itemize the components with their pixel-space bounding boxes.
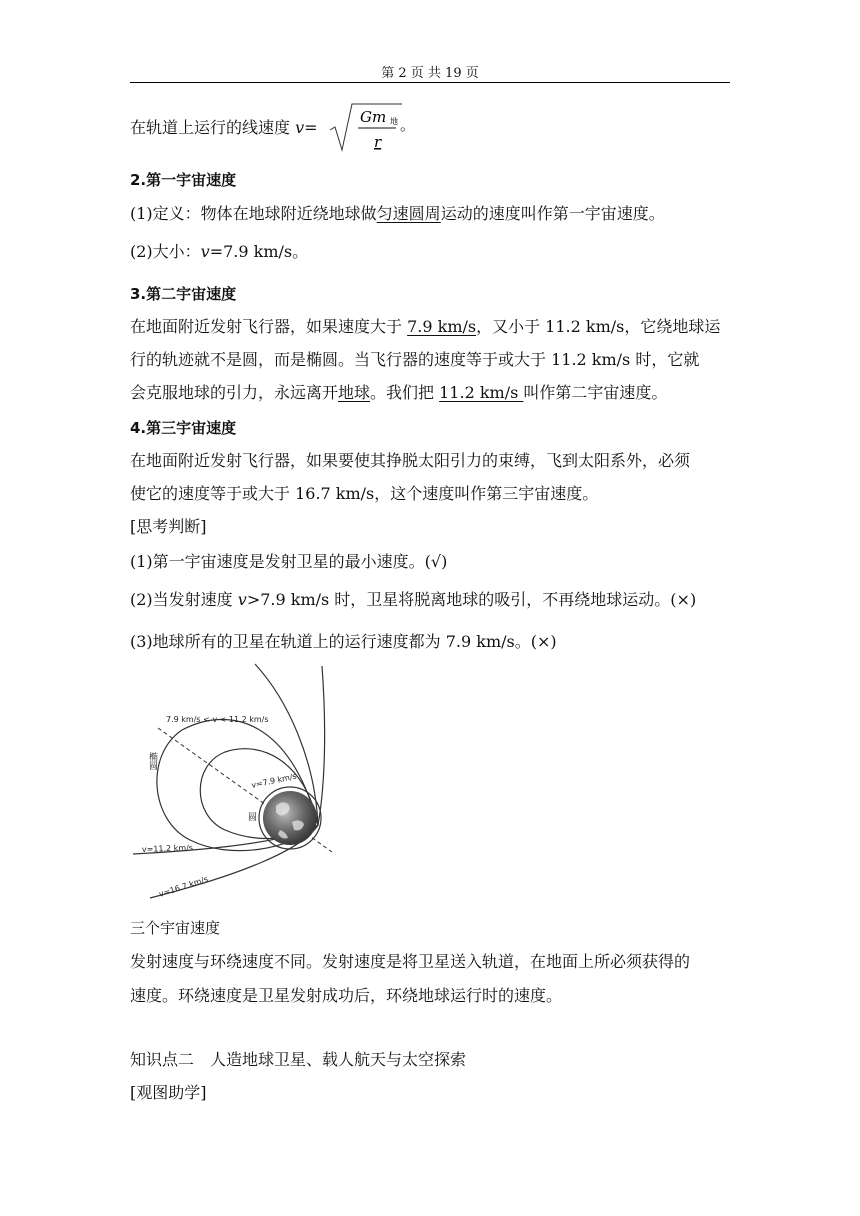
- s3-l3-c: 叫作第二宇宙速度。: [523, 383, 668, 402]
- q2-a: (2)当发射速度: [130, 590, 238, 609]
- s3-l3-a: 会克服地球的引力，永远离开: [130, 383, 339, 402]
- q2-v: v: [237, 590, 247, 609]
- def-prefix: (1)定义：物体在地球附近绕地球做: [130, 204, 377, 223]
- def-suffix: 运动的速度叫作第一宇宙速度。: [440, 204, 665, 223]
- label-ellipse-range: 7.9 km/s < v < 11.2 km/s: [166, 715, 269, 724]
- hyperbola-orbit: [150, 666, 325, 898]
- s3-l3-b: 。我们把: [370, 383, 440, 402]
- label-circle: 圆: [248, 813, 258, 823]
- orbital-speed-line: [130, 116, 318, 140]
- q2-b: >7.9 km/s 时，卫星将脱离地球的吸引，不再绕地球运动。(×): [246, 590, 697, 609]
- page-header: 第 2 页 共 19 页: [381, 66, 479, 81]
- earth-image: [263, 791, 317, 845]
- section-2-definition: [130, 202, 665, 226]
- formula-denominator: r: [374, 133, 382, 151]
- formula-numerator-sub: 地: [390, 117, 398, 126]
- size-prefix: (2)大小：: [130, 242, 201, 261]
- size-v: v: [200, 242, 210, 261]
- s3-l1-a: 在地面附近发射飞行器，如果速度大于: [130, 317, 408, 336]
- figure-caption: 三个宇宙速度: [130, 919, 221, 937]
- sqrt-formula: [328, 100, 418, 154]
- formula-v: v: [295, 118, 305, 137]
- note-line-1: 发射速度与环绕速度不同。发射速度是将卫星送入轨道，在地面上所必须获得的: [130, 952, 691, 971]
- s3-l3-underlined-2: 11.2 km/s: [439, 383, 524, 402]
- formula-suffix: 。: [400, 116, 416, 134]
- think-title: [思考判断]: [130, 517, 207, 536]
- formula-equals: =: [304, 118, 318, 137]
- s3-l1-b: ，又小于 11.2 km/s，它绕地球运: [476, 317, 721, 336]
- think-q2: [130, 588, 696, 612]
- knowledge-2-sub: [观图助学]: [130, 1083, 207, 1102]
- think-q3: (3)地球所有的卫星在轨道上的运行速度都为 7.9 km/s。(×): [130, 632, 557, 651]
- label-hyperbola: v=16.7 km/s: [157, 874, 210, 899]
- section-3-line-1: [130, 315, 720, 339]
- think-q1: (1)第一宇宙速度是发射卫星的最小速度。(√): [130, 552, 448, 571]
- formula-prefix: 在轨道上运行的线速度: [130, 118, 296, 137]
- def-underlined: 匀速圆周: [376, 204, 441, 223]
- label-ellipse: 椭圆: [147, 752, 157, 770]
- s3-l3-underlined-1: 地球: [338, 383, 371, 402]
- section-4-title: 4.第三宇宙速度: [130, 419, 237, 437]
- s3-l1-underlined: 7.9 km/s: [407, 317, 477, 336]
- section-4-line-2: 使它的速度等于或大于 16.7 km/s，这个速度叫作第三宇宙速度。: [130, 484, 599, 503]
- section-2-title: 2.第一宇宙速度: [130, 171, 237, 189]
- section-3-title: 3.第二宇宙速度: [130, 285, 237, 303]
- formula-numerator: Gm: [360, 108, 387, 126]
- knowledge-2-title: 知识点二 人造地球卫星、载人航天与太空探索: [130, 1050, 467, 1069]
- section-3-line-3: [130, 381, 667, 405]
- note-line-2: 速度。环绕速度是卫星发射成功后，环绕地球运行时的速度。: [130, 986, 563, 1005]
- header-rule: [130, 82, 730, 83]
- label-parabola: v=11.2 km/s: [141, 843, 194, 854]
- cosmic-velocity-figure: [130, 660, 350, 905]
- section-4-line-1: 在地面附近发射飞行器，如果要使其挣脱太阳引力的束缚，飞到太阳系外，必须: [130, 451, 691, 470]
- section-3-line-2: 行的轨迹就不是圆，而是椭圆。当飞行器的速度等于或大于 11.2 km/s 时，它就: [130, 350, 700, 369]
- label-circle-speed: v=7.9 km/s: [250, 771, 298, 790]
- size-value: =7.9 km/s。: [209, 242, 309, 261]
- section-2-size: [130, 240, 308, 264]
